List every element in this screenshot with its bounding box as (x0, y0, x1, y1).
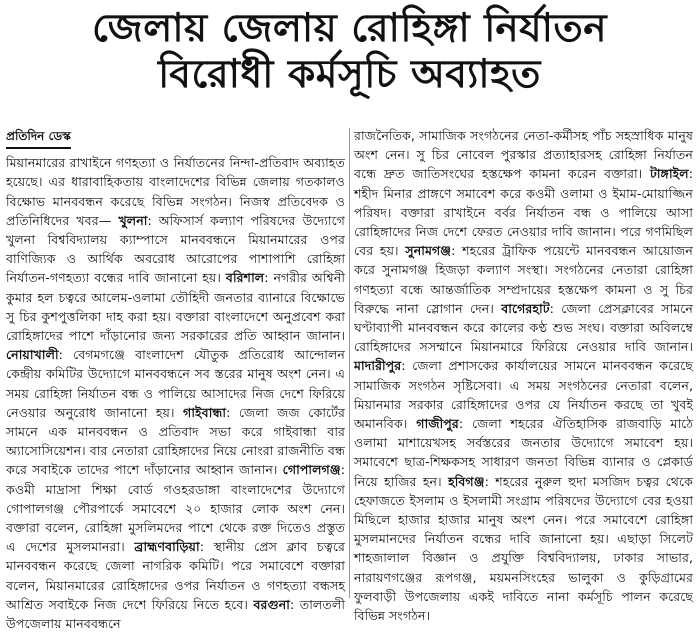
bagerhat-text: : জেলা প্রেসক্লাবের সামনে ঘণ্টাব্যাপী মানববন্ধন করে কালের কণ্ঠ শুভ সংঘ। বক্তারা অবিলম্বে রোহিঙ্গাদের সসম্মানে মিয়ানমারে ফিরিয়ে নেওয়ার দাবি জানান। (354, 300, 693, 355)
column-divider (349, 128, 350, 598)
place-khulna: খুলনা (118, 212, 148, 228)
headline-line-1: জেলায় জেলায় রোহিঙ্গা নির্যাতন (91, 6, 607, 51)
article-body-right (354, 126, 693, 625)
place-gaibandha: গাইবান্ধা (183, 404, 227, 420)
barguna-text: : তালতলী উপজেলায় মানববন্ধনে (6, 596, 345, 632)
khulna-text: : অফিসার্স কল্যাণ পরিষদের উদ্যোগে খুলনা বিশ্ববিদ্যালয় ক্যাম্পাসে মানববন্ধনে মিয়ানমারের ওপর বাণিজ্যিক ও আর্থিক অবরোধ আরোপের পাশাপাশি রোহিঙ্গা নির্যাতন-গণহত্যা বন্ধের দাবি জানানো হয়। (6, 212, 345, 286)
gopalganj-text: : কওমী মাদ্রাসা শিক্ষা বোর্ড গওহরডাঙ্গা বাংলাদেশের উদ্যোগে গোপালগঞ্জ পৌরপার্কে সমাবেশে ২০ হাজার লোক অংশ নেন। বক্তারা বলেন, রোহিঙ্গা মুসলিমদের পাশে থেকে রক্ত দিতেও প্রস্তুত এ দেশের মুসলমানরা। (6, 462, 345, 555)
tangail-text: : শহীদ মিনার প্রাঙ্গণে সমাবেশ করে কওমী ওলামা ও ইমাম-মোয়াজ্জিন পরিষদ। বক্তারা রাখাইনে বর্বর নির্যাতন বন্ধ ও পালিয়ে আসা রোহিঙ্গাদের নিজ দেশে ফেরত নেওয়ার দাবি জানান। পরে গণমিছিল বের হয়। (354, 166, 693, 259)
barishal-text: : নগরীর অশ্বিনী কুমার হল চত্বরে আলেম-ওলামা তৌহিদী জনতার ব্যানারে বিক্ষোভে সু চির কুশপুত্তলিকা দাহ করা হয়। বক্তারা বাংলাদেশে অনুপ্রবেশ করা রোহিঙ্গাদের পাশে দাঁড়ানোর জন্য সরকারের প্রতি আহ্বান জানান। (6, 270, 345, 344)
place-habiganj: হবিগঞ্জ (448, 473, 485, 489)
gaibandha-text: : জেলা জজ কোর্টের সামনে এক মানববন্ধন ও প্রতিবাদ সভা করে গাইবান্ধা বার অ্যাসোসিয়েশন। বার নেতারা রোহিঙ্গাদের নিয়ে নোংরা রাজনীতি বন্ধ করে সবাইকে তাদের পাশে দাঁড়ানোর আহ্বান জানান। (6, 404, 345, 478)
place-sunamganj: সুনামগঞ্জ (405, 243, 452, 259)
intro-text: মিয়ানমারের রাখাইনে গণহত্যা ও নির্যাতনের নিন্দা-প্রতিবাদ অব্যাহত হয়েছে। এর ধারাবাহিকতায় বাংলাদেশের বিভিন্ন জেলায় গতকালও বিক্ষোভ মানববন্ধন করেছে বিভিন্ন সংগঠন। নিজস্ব প্রতিবেদক ও প্রতিনিধিদের খবর— (6, 155, 345, 228)
headline (0, 6, 699, 98)
noakhali-text: : বেগমগঞ্জে বাংলাদেশ যৌতুক প্রতিরোধ আন্দোলন কেন্দ্রীয় কমিটির উদ্যোগে মানববন্ধনে সব স্তরের মানুষ অংশ নেন। এ সময় রোহিঙ্গা নির্যাতন বন্ধ ও পালিয়ে আসাদের নিজ দেশে ফিরিয়ে নেওয়ার অনুরোধ জানানো হয়। (6, 347, 345, 420)
gazipur-text: : জেলা শহরের ঐতিহাসিক রাজবাড়ি মাঠে ওলামা মাশায়েখসহ সর্বস্তরের জনতার উদ্যোগে সমাবেশ হয়। সমাবেশে ছাত্র-শিক্ষকসহ সাধারণ জনতা বিভিন্ন ব্যানার ও প্লেকার্ড নিয়ে হাজির হন। (354, 416, 693, 489)
place-madaripur: মাদারীপুর (354, 358, 402, 374)
place-bagerhat: বাগেরহাট (501, 300, 550, 316)
headline-line-2: বিরোধী কর্মসূচি অব্যাহত (158, 52, 541, 97)
right-column (354, 126, 693, 625)
place-barishal: বরিশাল (225, 270, 265, 286)
place-gopalganj: গোপালগঞ্জ (282, 462, 341, 478)
madaripur-text: : জেলা প্রশাসকের কার্যালয়ের সামনে মানববন্ধন করেছে সামাজিক সংগঠন সৃষ্টিসেবা। এ সময় সংগঠনের নেতারা বলেন, মিয়ানমার সরকার রোহিঙ্গাদের ওপর যে নির্যাতন করছে তা খুবই অমানবিক। (354, 358, 693, 432)
sunamganj-text: : শহরের ট্রাফিক পয়েন্টে মানববন্ধন আয়োজন করে সুনামগঞ্জ হিজড়া কল্যাণ সংস্থা। সংগঠনের নেতারা রোহিঙ্গা গণহত্যা বন্ধে আন্তর্জাতিক সম্প্রদায়ের হস্তক্ষেপ কামনা ও সু চির বিরুদ্ধে নানা স্লোগান দেন। (354, 243, 693, 316)
byline: প্রতিদিন ডেস্ক (6, 127, 71, 149)
article-body-left (6, 153, 345, 633)
place-barguna: বরগুনা (253, 596, 290, 612)
continuation-text: রাজনৈতিক, সামাজিক সংগঠনের নেতা-কর্মীসহ পাঁচ সহস্রাধিক মানুষ অংশ নেন। সু চির নোবেল পুরস্কার প্রত্যাহারসহ রোহিঙ্গা নির্যাতন বন্ধে দ্রুত জাতিসংঘের হস্তক্ষেপ কামনা করেন বক্তারা। (354, 128, 693, 182)
place-tangail: টাঙ্গাইল (649, 166, 689, 182)
habiganj-text: : শহরের নুরুল হুদা মসজিদ চত্বর থেকে হেফাজতে ইসলাম ও ইসলামী সংগ্রাম পরিষদের উদ্যোগে বের হওয়া মিছিলে হাজার হাজার মানুষ অংশ নেন। পরে সমাবেশে রোহিঙ্গা মুসলমানদের নির্যাতন বন্ধের দাবি জানানো হয়। এছাড়া সিলেট শাহজালাল বিজ্ঞান ও প্রযুক্তি বিশ্ববিদ্যালয়, ঢাকার সাভার, নারায়ণগঞ্জের রূপগঞ্জ, ময়মনসিংহের ভালুকা ও কুড়িগ্রামের ফুলবাড়ী উপজেলায় একই দাবিতে নানা কর্মসূচি পালন করেছে বিভিন্ন সংগঠন। (354, 473, 693, 624)
left-column (6, 126, 345, 633)
brahmanbaria-text: : স্থানীয় প্রেস ক্লাব চত্বরে মানববন্ধন করেছে জেলা নাগরিক কমিটি। পরে সমাবেশে বক্তারা বলেন, মিয়ানমারের রোহিঙ্গাদের ওপর নির্যাতন ও গণহত্যা বন্ধসহ আশ্রিত সবাইকে নিজ দেশে ফিরিয়ে নিতে হবে। (6, 539, 345, 612)
place-gazipur: গাজীপুর (416, 416, 459, 432)
place-noakhali: নোয়াখালী (6, 347, 59, 363)
place-brahmanbaria: ব্রাহ্মণবাড়িয়া (134, 539, 200, 555)
